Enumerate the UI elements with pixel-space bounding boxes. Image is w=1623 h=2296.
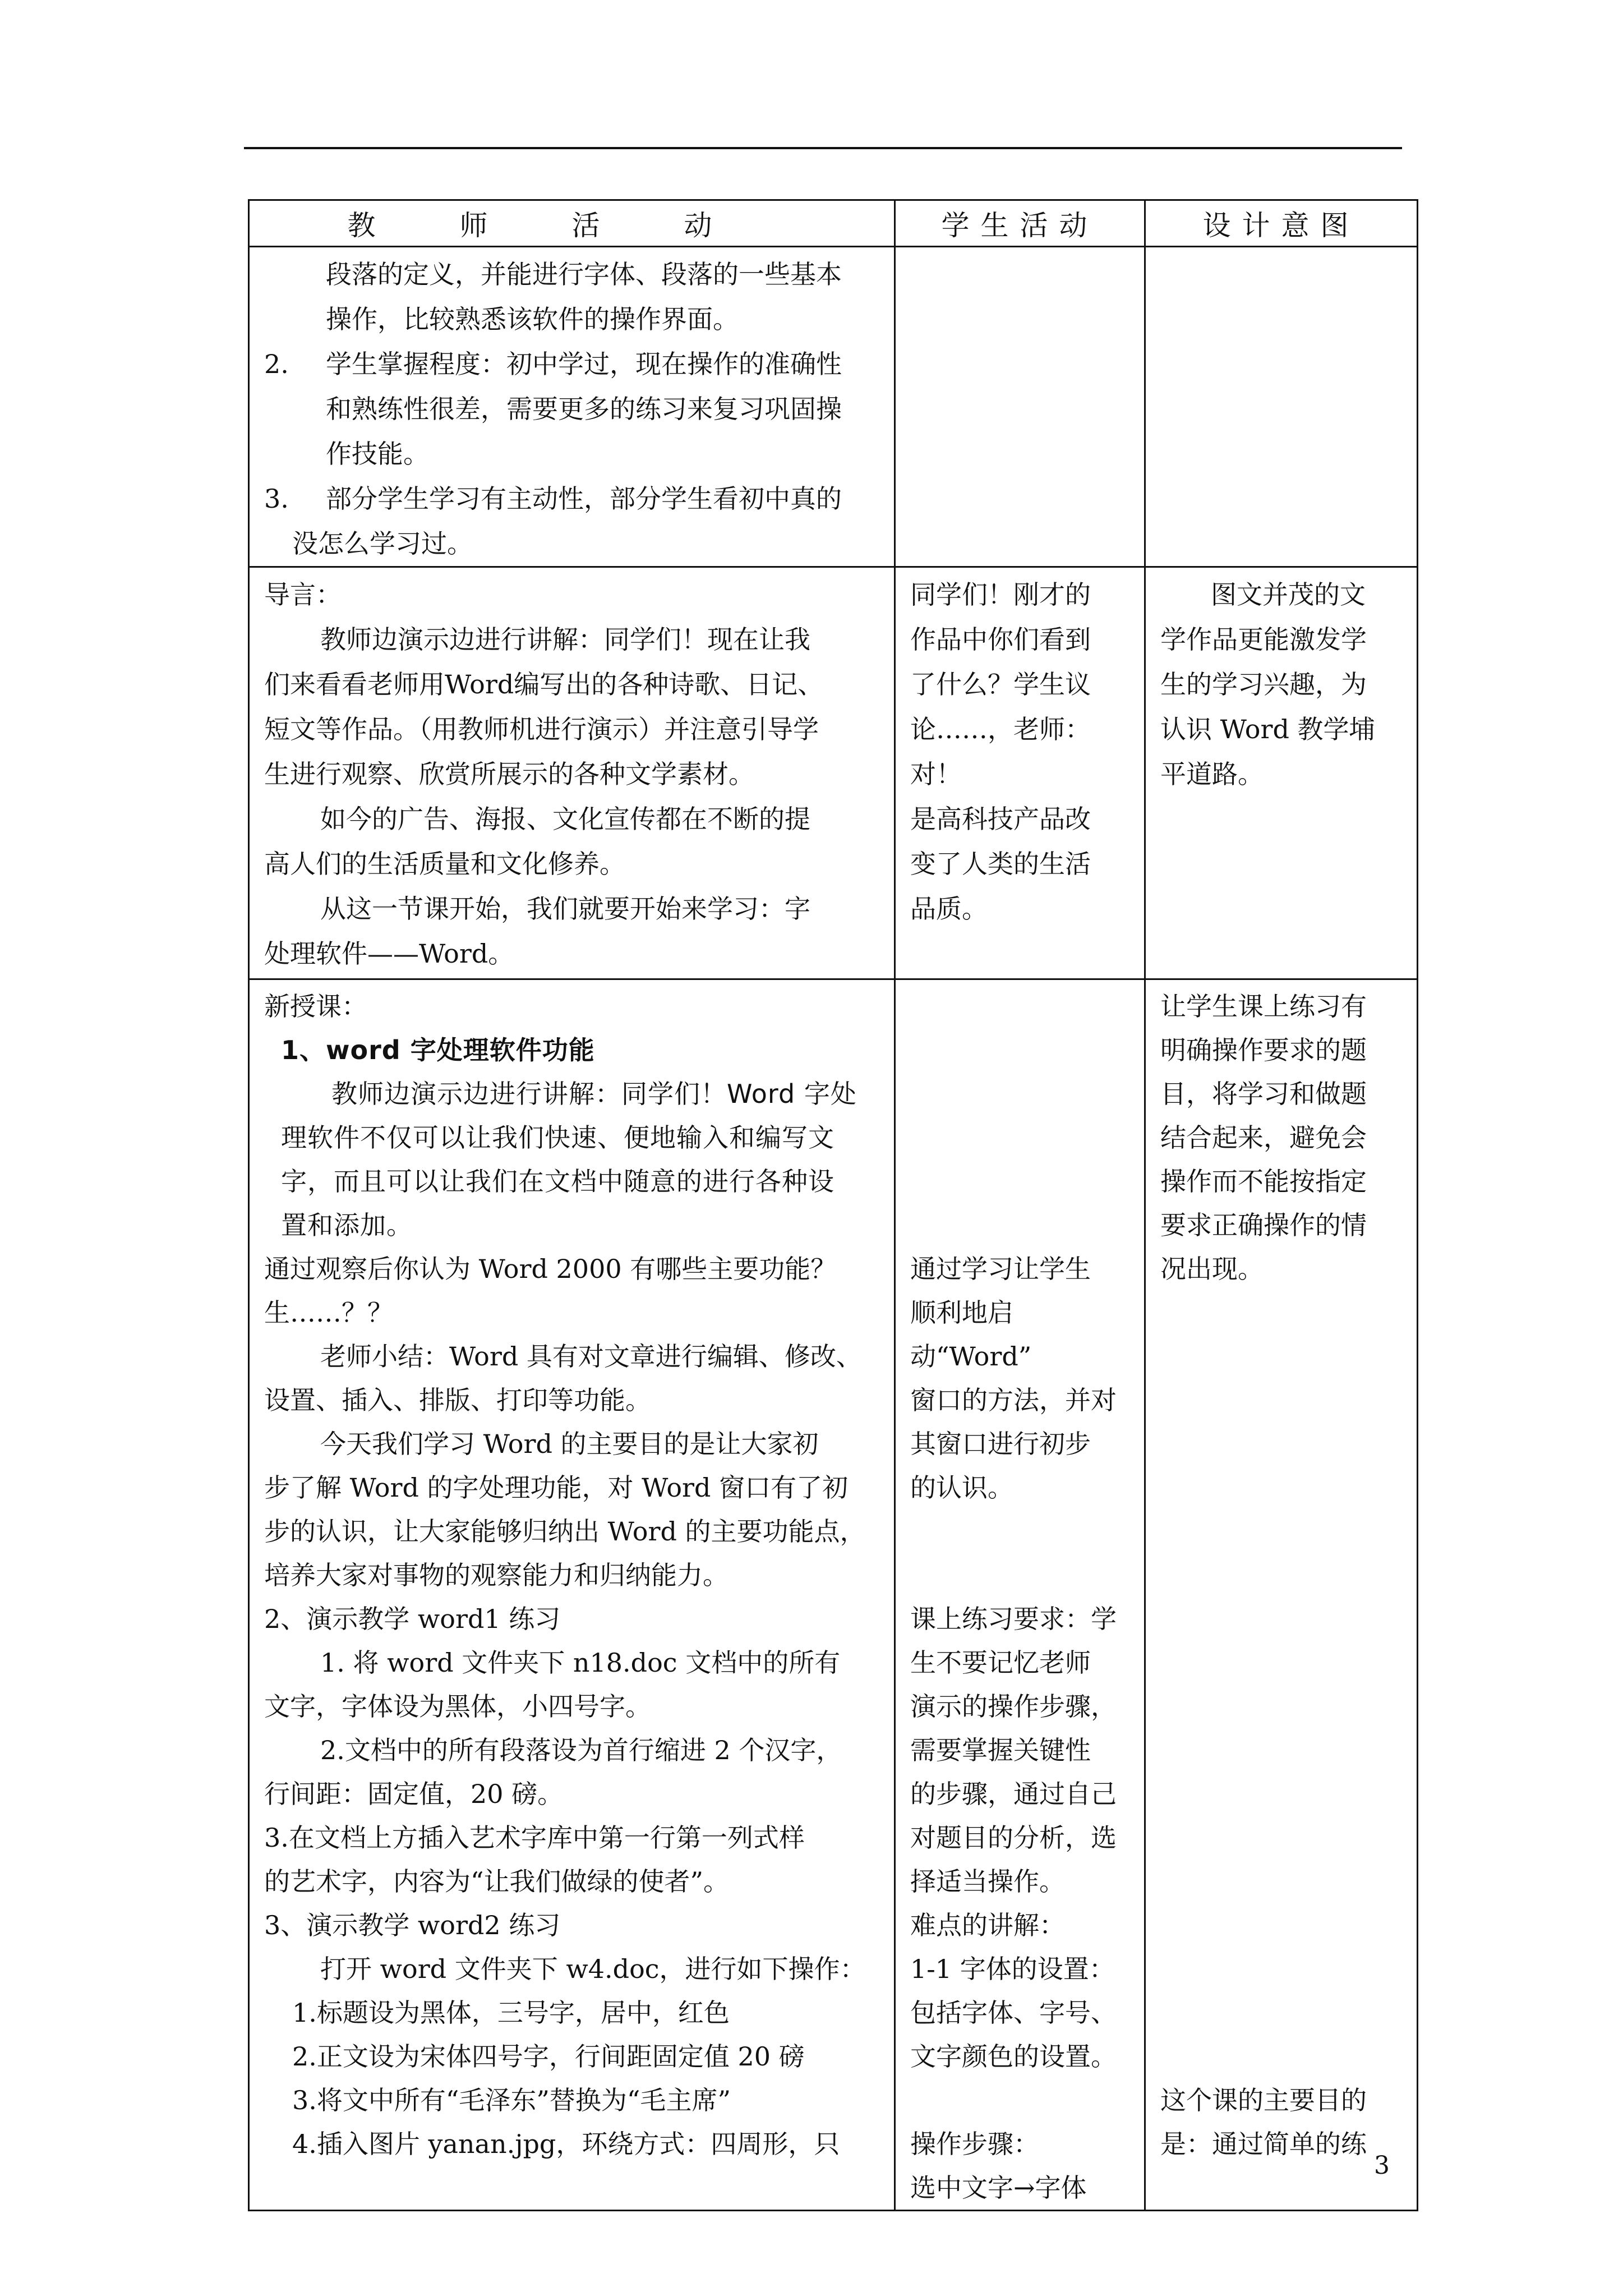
- lesson-plan-table: [248, 199, 1418, 2211]
- text-line: 其窗口进行初步: [910, 1429, 1091, 1459]
- text-line: 2、演示教学 word1 练习: [264, 1604, 561, 1634]
- text-line: 1.标题设为黑体，三号字，居中，红色: [292, 1998, 730, 2028]
- text-line: 今天我们学习 Word 的主要目的是让大家初: [320, 1429, 819, 1459]
- text-line: 新授课：: [264, 991, 367, 1022]
- text-line: 课上练习要求：学: [910, 1604, 1117, 1634]
- text-line: 包括字体、字号、: [910, 1998, 1117, 2028]
- text-line: 认识 Word 教学埔: [1160, 714, 1375, 744]
- text-line: 需要掌握关键性: [910, 1735, 1091, 1765]
- text-line: 2.正文设为宋体四号字，行间距固定值 20 磅: [292, 2041, 805, 2072]
- text-line: 没怎么学习过。: [292, 528, 473, 559]
- text-line: 这个课的主要目的: [1160, 2085, 1367, 2115]
- text-line: 操作而不能按指定: [1160, 1166, 1367, 1197]
- text-line: 对题目的分析，选: [910, 1823, 1117, 1853]
- design-intent-cell: [1145, 247, 1418, 567]
- text-line: 打开 word 文件夹下 w4.doc，进行如下操作：: [320, 1954, 866, 1984]
- text-line: 通过观察后你认为 Word 2000 有哪些主要功能？: [264, 1254, 837, 1284]
- text-line: 的认识。: [910, 1473, 1013, 1503]
- text-line: 是高科技产品改: [910, 804, 1091, 834]
- text-line: 难点的讲解：: [910, 1910, 1065, 1940]
- student-activity-cell: [895, 567, 1145, 979]
- text-line: 生的学习兴趣，为: [1160, 669, 1367, 700]
- text-line: 步了解 Word 的字处理功能，对 Word 窗口有了初: [264, 1473, 849, 1503]
- text-line: 变了人类的生活: [910, 849, 1091, 879]
- text-line: 教师边演示边进行讲解：同学们！现在让我: [320, 624, 810, 655]
- text-line: 短文等作品。（用教师机进行演示）并注意引导学: [264, 714, 819, 744]
- table-row: [249, 247, 1418, 567]
- text-line: 平道路。: [1160, 759, 1264, 789]
- text-line: 的步骤，通过自己: [910, 1779, 1117, 1809]
- text-line: 学作品更能激发学: [1160, 624, 1367, 655]
- text-line: 结合起来，避免会: [1160, 1122, 1367, 1153]
- design-intent-cell: [1145, 567, 1418, 979]
- student-activity-cell: [895, 247, 1145, 567]
- text-line: 择适当操作。: [910, 1866, 1065, 1897]
- text-line: 3.在文档上方插入艺术字库中第一行第一列式样: [264, 1823, 805, 1853]
- text-line: 理软件不仅可以让我们快速、便地输入和编写文: [281, 1122, 834, 1153]
- text-line: 况出现。: [1160, 1254, 1264, 1284]
- student-activity-cell: [895, 979, 1145, 2211]
- text-line: 让学生课上练习有: [1160, 991, 1367, 1022]
- teacher-activity-cell: [249, 247, 895, 567]
- header-teacher-activity: 教师活动: [249, 200, 895, 247]
- teacher-activity-cell: [249, 567, 895, 979]
- text-line: 文字，字体设为黑体，小四号字。: [264, 1691, 651, 1722]
- text-line: 了什么？学生议: [910, 669, 1091, 700]
- text-line: 如今的广告、海报、文化宣传都在不断的提: [320, 804, 810, 834]
- text-line: 导言：: [264, 579, 342, 610]
- text-line: 4.插入图片 yanan.jpg，环绕方式：四周形，只: [292, 2129, 840, 2159]
- text-line: 窗口的方法，并对: [910, 1385, 1117, 1415]
- text-line: 处理软件——Word。: [264, 938, 514, 969]
- teacher-activity-cell: [249, 979, 895, 2211]
- design-intent-cell: [1145, 979, 1418, 2211]
- text-line: 行间距：固定值，20 磅。: [264, 1779, 564, 1809]
- text-line: 教师边演示边进行讲解：同学们！Word 字处: [331, 1079, 857, 1109]
- text-line: 老师小结：Word 具有对文章进行编辑、修改、: [320, 1341, 862, 1372]
- text-line: 操作步骤：: [910, 2129, 1039, 2159]
- text-line: 明确操作要求的题: [1160, 1035, 1367, 1065]
- text-line: 文字颜色的设置。: [910, 2041, 1117, 2072]
- text-line: 生……？？: [264, 1297, 393, 1328]
- text-line: 2.文档中的所有段落设为首行缩进 2 个汉字，: [320, 1735, 842, 1765]
- text-line: 要求正确操作的情: [1160, 1210, 1367, 1240]
- text-line: 顺利地启动“Word”: [910, 1297, 1032, 1372]
- text-line: 通过学习让学生: [910, 1254, 1091, 1284]
- header-design-intent: 设计意图: [1145, 200, 1418, 247]
- text-line: 论……，老师：对！: [910, 714, 1091, 789]
- text-line: 1-1 字体的设置：: [910, 1954, 1115, 1984]
- text-line: 生不要记忆老师: [910, 1648, 1091, 1678]
- text-line: 培养大家对事物的观察能力和归纳能力。: [264, 1560, 728, 1590]
- text-line: 是：通过简单的练: [1160, 2129, 1367, 2159]
- text-line: 3.将文中所有“毛泽东”替换为“毛主席”: [292, 2085, 731, 2115]
- text-line: 同学们！刚才的: [910, 579, 1091, 610]
- text-line: 3、演示教学 word2 练习: [264, 1910, 561, 1940]
- page-number: 3: [1374, 2151, 1390, 2180]
- text-line: 的艺术字，内容为“让我们做绿的使者”。: [264, 1866, 730, 1897]
- text-line: 演示的操作步骤，: [910, 1691, 1117, 1722]
- text-line: 字，而且可以让我们在文档中随意的进行各种设: [281, 1166, 834, 1197]
- section-heading: 1、word 字处理软件功能: [281, 1035, 595, 1065]
- text-line: 生进行观察、欣赏所展示的各种文学素材。: [264, 759, 754, 789]
- table-row: [249, 567, 1418, 979]
- text-line: 高人们的生活质量和文化修养。: [264, 849, 625, 879]
- text-line: 们来看看老师用Word编写出的各种诗歌、日记、: [264, 669, 824, 700]
- text-line: 图文并茂的文: [1211, 579, 1366, 610]
- numbered-item: 2. 学生掌握程度：初中学过，现在操作的准确性: [264, 349, 842, 379]
- text-line: 作品中你们看到: [910, 624, 1091, 655]
- header-rule: [244, 147, 1402, 149]
- text-line: 作技能。: [326, 439, 429, 469]
- text-line: 选中文字→字体: [910, 2173, 1087, 2203]
- text-line: 品质。: [910, 894, 988, 924]
- text-line: 从这一节课开始，我们就要开始来学习：字: [320, 894, 810, 924]
- table-row: [249, 979, 1418, 2211]
- text-line: 段落的定义，并能进行字体、段落的一些基本: [326, 259, 842, 289]
- text-line: 设置、插入、排版、打印等功能。: [264, 1385, 651, 1415]
- text-line: 和熟练性很差，需要更多的练习来复习巩固操: [326, 394, 842, 424]
- text-line: 操作，比较熟悉该软件的操作界面。: [326, 304, 739, 334]
- header-student-activity: 学生活动: [895, 200, 1145, 247]
- text-line: 置和添加。: [281, 1210, 413, 1240]
- table-header-row: [249, 200, 1418, 247]
- text-line: 1. 将 word 文件夹下 n18.doc 文档中的所有: [320, 1648, 841, 1678]
- numbered-item: 3. 部分学生学习有主动性，部分学生看初中真的: [264, 484, 842, 514]
- text-line: 步的认识，让大家能够归纳出 Word 的主要功能点，: [264, 1516, 866, 1547]
- text-line: 目，将学习和做题: [1160, 1079, 1367, 1109]
